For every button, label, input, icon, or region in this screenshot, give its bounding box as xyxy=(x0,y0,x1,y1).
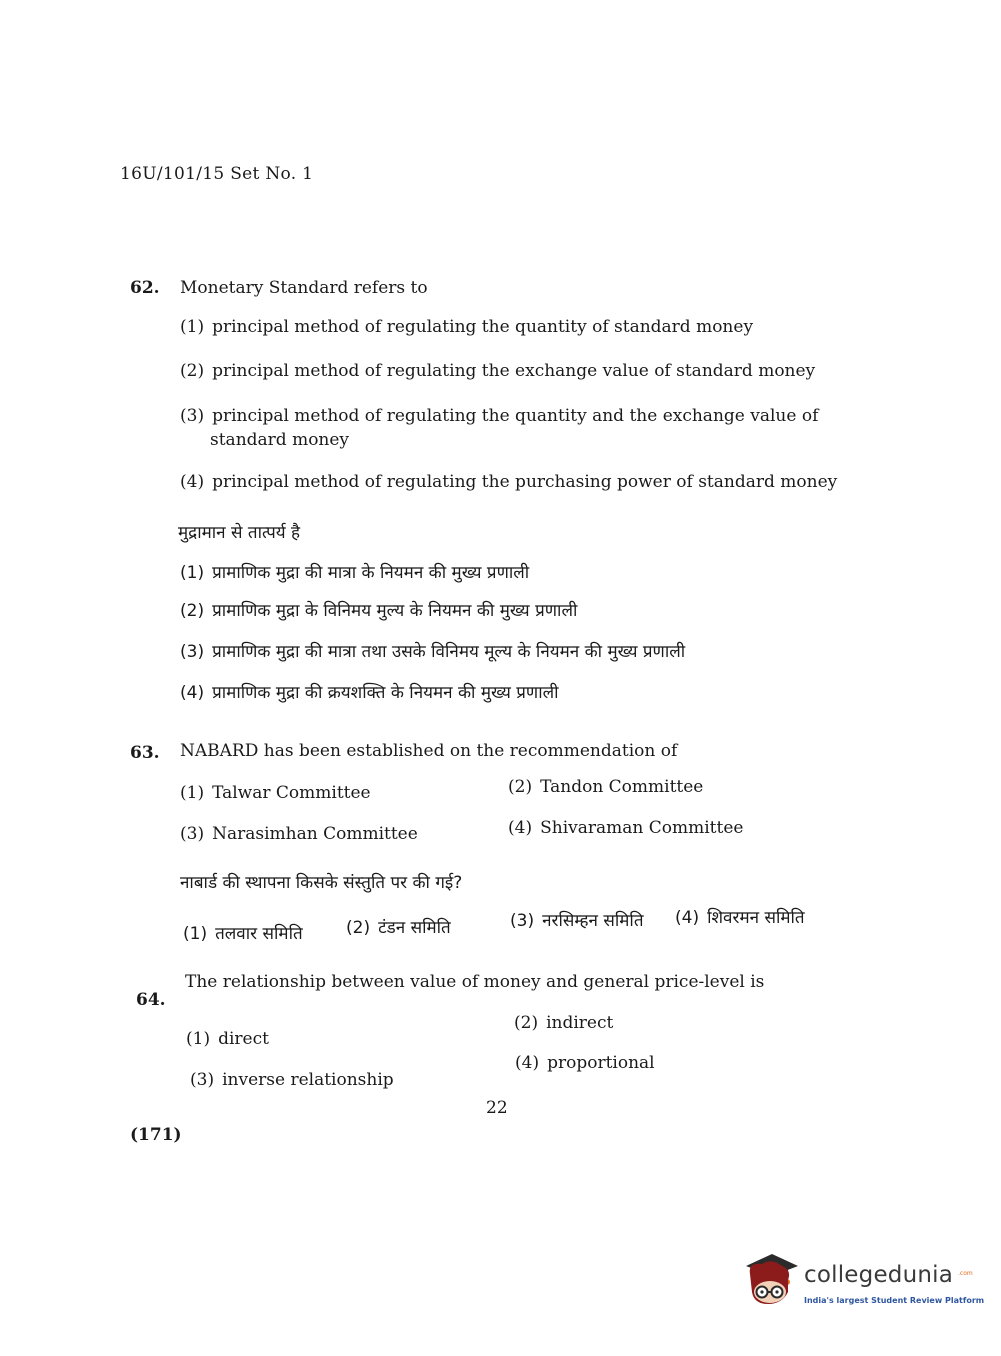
option-text: principal method of regulating the purchasing power of standard money xyxy=(212,472,838,492)
option-text: नरसिम्हन समिति xyxy=(542,911,644,931)
option-text: प्रामाणिक मुद्रा की क्रयशक्ति के नियमन की मुख्य प्रणाली xyxy=(212,683,559,703)
hindi-option-2 xyxy=(346,915,451,938)
hindi-option-4 xyxy=(180,680,559,703)
option-number: (1) xyxy=(180,317,205,337)
option-number: (3) xyxy=(190,1070,215,1090)
option-number: (2) xyxy=(346,918,371,938)
option-number: (1) xyxy=(183,924,208,944)
option-text: principal method of regulating the exchange value of standard money xyxy=(212,361,816,381)
option-number: (4) xyxy=(180,472,205,492)
option-text: direct xyxy=(218,1029,269,1049)
option-3 xyxy=(180,406,818,426)
hindi-option-4 xyxy=(675,905,805,928)
option-number: (4) xyxy=(508,818,533,838)
option-text: principal method of regulating the quantity and the exchange value of xyxy=(212,406,819,426)
option-text: proportional xyxy=(547,1053,655,1073)
option-number: (2) xyxy=(180,601,205,621)
option-number: (2) xyxy=(180,361,205,381)
option-number: (2) xyxy=(514,1013,539,1033)
option-2 xyxy=(180,361,815,381)
brand-tagline: India's largest Student Review Platform xyxy=(804,1296,985,1305)
question-text: NABARD has been established on the recommendation of xyxy=(180,741,678,761)
option-2 xyxy=(508,777,703,797)
option-number: (1) xyxy=(180,783,205,803)
option-text: principal method of regulating the quantity of standard money xyxy=(212,317,754,337)
brand-name: collegedunia xyxy=(804,1262,954,1288)
question-number: 62. xyxy=(130,278,160,298)
option-number: (4) xyxy=(515,1053,540,1073)
option-text: inverse relationship xyxy=(222,1070,394,1090)
option-text: प्रामाणिक मुद्रा के विनिमय मुल्य के नियमन की मुख्य प्रणाली xyxy=(212,601,578,621)
option-text: शिवरमन समिति xyxy=(707,908,805,928)
option-number: (3) xyxy=(510,911,535,931)
option-number: (1) xyxy=(180,563,205,583)
option-4 xyxy=(180,472,837,492)
option-number: (3) xyxy=(180,406,205,426)
question-number: 63. xyxy=(130,743,160,763)
option-3 xyxy=(190,1070,394,1090)
hindi-option-3 xyxy=(180,639,685,662)
hindi-question-text: मुद्रामान से तात्पर्य है xyxy=(178,523,301,543)
option-text: Tandon Committee xyxy=(540,777,704,797)
option-4 xyxy=(515,1053,655,1073)
option-number: (4) xyxy=(675,908,700,928)
option-text: Shivaraman Committee xyxy=(540,818,744,838)
hindi-option-3 xyxy=(510,908,644,931)
hindi-option-1 xyxy=(180,560,529,583)
question-number: 64. xyxy=(136,990,166,1010)
option-number: (2) xyxy=(508,777,533,797)
page-number: 22 xyxy=(486,1098,508,1118)
option-text: टंडन समिति xyxy=(378,918,451,938)
brand-domain: .com xyxy=(958,1270,973,1277)
question-text: The relationship between value of money and general price-level is xyxy=(185,972,765,992)
option-1 xyxy=(186,1029,269,1049)
option-1 xyxy=(180,783,371,803)
hindi-option-2 xyxy=(180,598,577,621)
option-number: (3) xyxy=(180,824,205,844)
option-text: तलवार समिति xyxy=(215,924,303,944)
option-text: प्रामाणिक मुद्रा की मात्रा के नियमन की मुख्य प्रणाली xyxy=(212,563,530,583)
option-1 xyxy=(180,317,753,337)
paper-code: (171) xyxy=(130,1125,182,1145)
hindi-option-1 xyxy=(183,921,303,944)
question-text: Monetary Standard refers to xyxy=(180,278,428,298)
hindi-question-text: नाबार्ड की स्थापना किसके संस्तुति पर की गई? xyxy=(180,873,463,893)
option-text: indirect xyxy=(546,1013,614,1033)
option-text: प्रामाणिक मुद्रा की मात्रा तथा उसके विनिमय मूल्य के नियमन की मुख्य प्रणाली xyxy=(212,642,686,662)
option-number: (1) xyxy=(186,1029,211,1049)
option-text: Talwar Committee xyxy=(212,783,371,803)
option-number: (3) xyxy=(180,642,205,662)
set-code-header: 16U/101/15 Set No. 1 xyxy=(120,164,314,184)
option-3-continued: standard money xyxy=(210,430,350,450)
option-3 xyxy=(180,824,418,844)
option-number: (4) xyxy=(180,683,205,703)
option-4 xyxy=(508,818,743,838)
option-text: Narasimhan Committee xyxy=(212,824,418,844)
mascot-icon xyxy=(742,1252,800,1308)
option-2 xyxy=(514,1013,613,1033)
